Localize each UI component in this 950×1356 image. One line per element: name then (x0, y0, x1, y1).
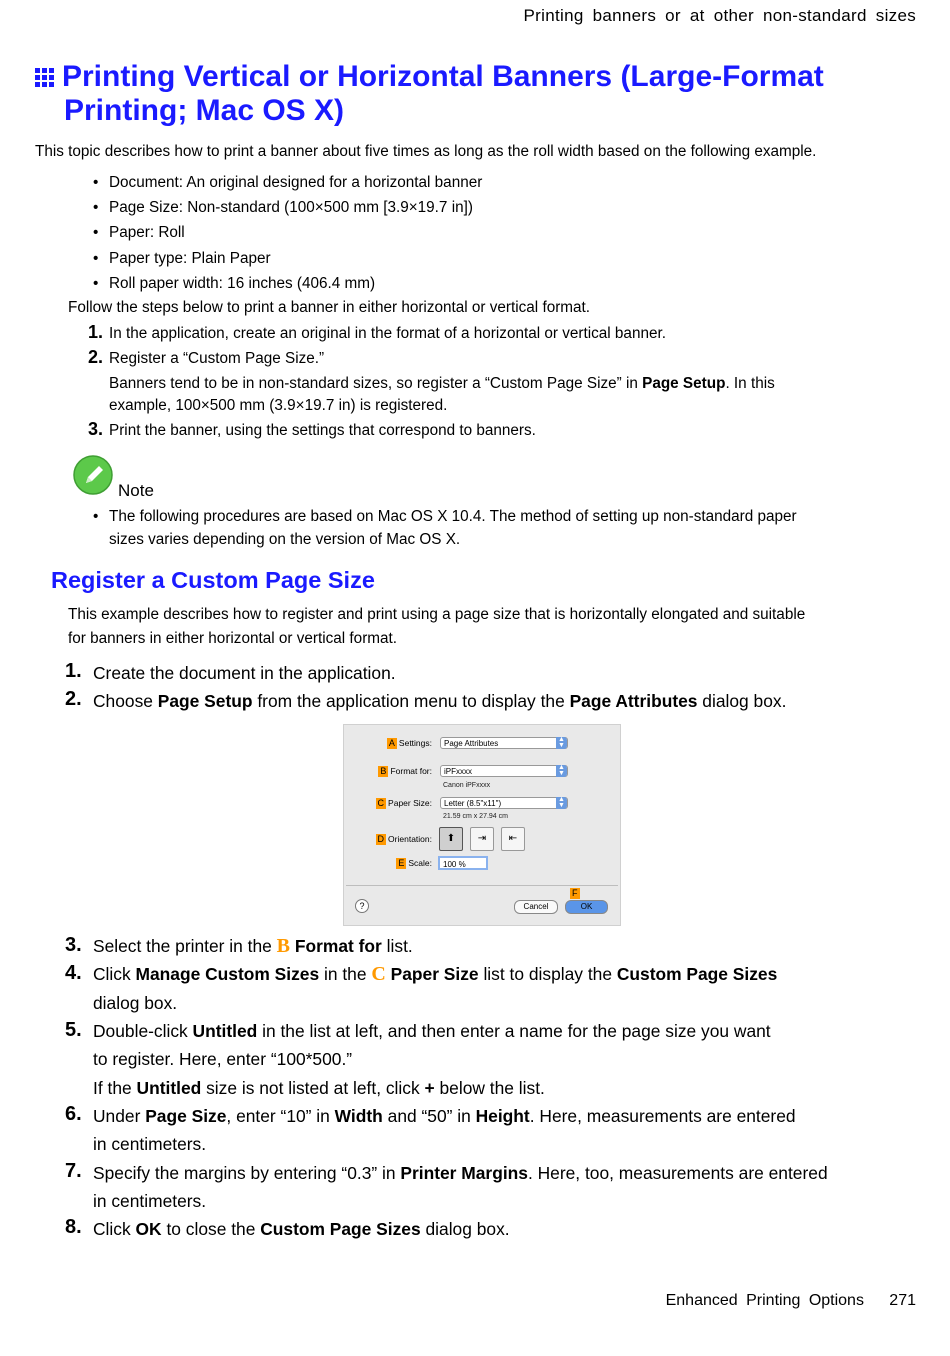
step-number: 7. (65, 1160, 82, 1182)
step-number: 1. (65, 660, 82, 682)
note-pencil-icon (72, 454, 114, 496)
popup-arrows-icon: ▲ ▼ (556, 737, 567, 749)
paper-size-sub-text: 21.59 cm x 27.94 cm (443, 813, 508, 820)
list-item: • Page Size: Non-standard (100×500 mm [3.9×19.7 in]) (93, 197, 482, 222)
page-title-line2: Printing; Mac OS X) (64, 94, 345, 127)
intro-text: This topic describes how to print a banner about five times as long as the roll width based on the following example. (35, 143, 817, 160)
page-title (34, 60, 824, 128)
divider (346, 885, 618, 886)
orientation-landscape-button[interactable] (470, 827, 494, 851)
step-text: In the application, create an original in the format of a horizontal or vertical banner. (109, 325, 666, 342)
follow-text: Follow the steps below to print a banner in either horizontal or vertical format. (68, 299, 591, 316)
step-number: 2. (65, 688, 82, 710)
paper-size-popup[interactable]: Letter (8.5"x11") ▲ ▼ (440, 797, 568, 809)
settings-popup[interactable]: Page Attributes ▲ ▼ (440, 737, 568, 749)
cancel-button[interactable]: Cancel (514, 900, 558, 914)
section-intro-line2: for banners in either horizontal or vertical format. (68, 630, 398, 647)
step-number: 4. (65, 962, 82, 984)
settings-label: A Settings: (388, 738, 432, 748)
step-detail-line2: example, 100×500 mm (3.9×19.7 in) is registered. (109, 397, 448, 414)
format-for-label: B Format for: (380, 766, 432, 776)
note-line2: sizes varies depending on the version of Mac OS X. (109, 531, 461, 548)
popup-arrows-icon: ▲ ▼ (556, 765, 567, 777)
step-text: Double-click Untitled in the list at left, and then enter a name for the page size you want (93, 1021, 771, 1041)
page-attributes-dialog (343, 724, 621, 926)
step-number: 1. (88, 322, 104, 342)
step-text-line2: dialog box. (93, 993, 178, 1013)
step-text: Print the banner, using the settings that correspond to banners. (109, 422, 536, 439)
paper-size-label: C Paper Size: (377, 798, 432, 808)
format-for-popup[interactable]: iPFxxxx ▲ ▼ (440, 765, 568, 777)
scale-input[interactable]: 100 % (438, 856, 488, 870)
step-text: Create the document in the application. (93, 663, 396, 683)
badge-f: F (572, 888, 578, 898)
scale-label: E Scale: (398, 858, 432, 868)
page-number: 271 (889, 1292, 916, 1309)
ok-button[interactable]: OK (565, 900, 608, 914)
list-item: • Paper type: Plain Paper (93, 248, 482, 273)
step-text-line2: in centimeters. (93, 1134, 207, 1154)
popup-arrows-icon: ▲ ▼ (556, 797, 567, 809)
list-item: • The following procedures are based on Mac OS X 10.4. The method of setting up non-standard paper (93, 506, 797, 530)
step-text-line2: to register. Here, enter “100*500.” (93, 1049, 353, 1069)
step-text-line3: If the Untitled size is not listed at left, click + below the list. (93, 1078, 545, 1098)
section-intro-line1: This example describes how to register and print using a page size that is horizontally elongated and suitable (68, 606, 806, 623)
list-item: • Paper: Roll (93, 222, 482, 247)
orientation-portrait-button[interactable] (439, 827, 463, 851)
help-icon[interactable]: ? (355, 899, 369, 913)
orientation-reverse-landscape-button[interactable] (501, 827, 525, 851)
step-text: Register a “Custom Page Size.” (109, 350, 325, 367)
step-number: 2. (88, 347, 104, 367)
note-label: Note (118, 481, 154, 500)
step-number: 8. (65, 1216, 82, 1238)
example-list (93, 172, 482, 298)
badge-letter: C (371, 963, 386, 985)
badge-letter: B (276, 935, 291, 957)
step-text: Specify the margins by entering “0.3” in Printer Margins. Here, too, measurements are entered (93, 1163, 828, 1183)
step-detail: Banners tend to be in non-standard sizes, so register a “Custom Page Size” in Page Setup. In this (109, 375, 775, 392)
step-text: Click OK to close the Custom Page Sizes dialog box. (93, 1219, 510, 1239)
running-head: Printing banners or at other non-standard sizes (523, 6, 916, 25)
step-text: Click Manage Custom Sizes in the C Paper Size list to display the Custom Page Sizes (93, 963, 778, 985)
step-number: 5. (65, 1019, 82, 1041)
step-number: 6. (65, 1103, 82, 1125)
step-number: 3. (88, 419, 104, 439)
format-sub-text: Canon iPFxxxx (443, 782, 491, 789)
section-title: Register a Custom Page Size (51, 567, 375, 593)
portrait-icon: ⬆ (446, 833, 456, 844)
step-text: Under Page Size, enter “10” in Width and “50” in Height. Here, measurements are entered (93, 1106, 796, 1126)
page-title-line1: Printing Vertical or Horizontal Banners (Large-Format (62, 60, 824, 93)
orientation-label: D Orientation: (377, 834, 432, 844)
step-text: Select the printer in the B Format for list. (93, 935, 413, 957)
list-item: • Document: An original designed for a horizontal banner (93, 172, 482, 197)
step-text: Choose Page Setup from the application menu to display the Page Attributes dialog box. (93, 691, 787, 711)
step-number: 3. (65, 934, 82, 956)
reverse-landscape-icon: ⇤ (508, 833, 518, 844)
list-item: • Roll paper width: 16 inches (406.4 mm) (93, 273, 482, 298)
grid-icon (34, 64, 58, 88)
step-text-line2: in centimeters. (93, 1191, 207, 1211)
landscape-icon: ⇥ (477, 833, 487, 844)
footer-section: Enhanced Printing Options (665, 1292, 864, 1309)
note-list (93, 506, 797, 530)
page-footer (666, 1292, 916, 1310)
